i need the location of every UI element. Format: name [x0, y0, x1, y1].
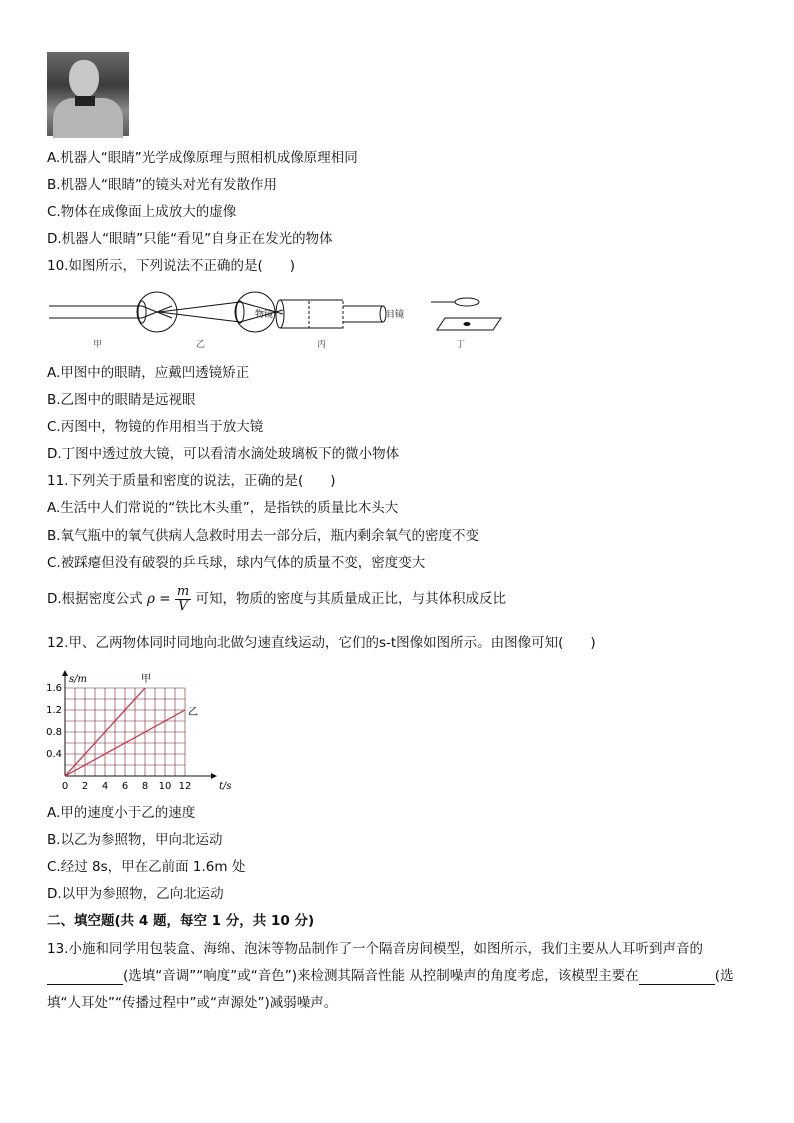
q13-line1: 13.小施和同学用包装盒、海绵、泡沫等物品制作了一个隔音房间模型，如图所示，我们主要从人耳听到声音的 [47, 941, 703, 957]
fig-ding-magnifier [431, 298, 501, 330]
robot-photo [47, 52, 129, 136]
q11-option-d-suffix: 可知，物质的密度与其质量成正比，与其体积成反比 [195, 591, 506, 607]
q12-option-c: C.经过 8s，甲在乙前面 1.6m 处 [47, 859, 246, 875]
q9-option-d: D.机器人“眼睛”只能“看见”自身正在发光的物体 [47, 231, 333, 247]
robot-face [69, 60, 99, 98]
q10-figures [47, 288, 507, 350]
answer-blank-1[interactable] [47, 971, 123, 985]
q13-line2a: (选填“音调”“响度”或“音色”)来检测其隔音性能 从控制噪声的角度考虑，该模型主要在 [123, 968, 639, 984]
y-axis-label: s/m [69, 674, 87, 685]
series-label-jia: 甲 [141, 674, 151, 685]
y-tick-label: 1.2 [46, 705, 62, 716]
y-tick-label: 0.4 [46, 749, 62, 760]
q12-option-b: B.以乙为参照物，甲向北运动 [47, 832, 223, 848]
q13-line3: 填“人耳处”“传播过程中”或“声源处”)减弱噪声。 [47, 995, 338, 1011]
y-axis-arrow [62, 670, 68, 676]
x-axis-arrow [211, 773, 217, 779]
q13-line2b: (选 [714, 968, 734, 984]
fig-jia-eye [49, 292, 177, 332]
q11-option-a: A.生活中人们常说的“铁比木头重”，是指铁的质量比木头大 [47, 500, 399, 516]
q11-option-b: B.氧气瓶中的氧气供病人急救时用去一部分后，瓶内剩余氧气的密度不变 [47, 528, 480, 544]
x-tick-label: 10 [158, 781, 172, 792]
x-tick-label: 0 [61, 781, 69, 792]
q11-stem: 11.下列关于质量和密度的说法，正确的是( ) [47, 473, 336, 489]
q10-option-d: D.丁图中透过放大镜，可以看清水滴处玻璃板下的微小物体 [47, 446, 400, 462]
fig-label-ding: 丁 [456, 340, 466, 350]
q11-option-c: C.被踩瘪但没有破裂的乒乓球，球内气体的质量不变，密度变大 [47, 555, 426, 571]
x-tick-label: 2 [81, 781, 89, 792]
label-objective: 物镜 [255, 310, 274, 320]
label-eyepiece: 目镜 [386, 310, 405, 320]
q9-option-a: A.机器人“眼睛”光学成像原理与照相机成像原理相同 [47, 150, 358, 166]
fig-bing-tube [276, 300, 386, 328]
fig-label-bing: 丙 [317, 340, 327, 350]
q12-stem: 12.甲、乙两物体同时同地向北做匀速直线运动，它们的s-t图像如图所示。由图像可知( ) [47, 635, 596, 651]
y-tick-label: 1.6 [46, 683, 62, 694]
series-label-yi: 乙 [188, 707, 198, 718]
formula-denominator: V [178, 598, 188, 614]
q12-option-d: D.以甲为参照物，乙向北运动 [47, 886, 224, 902]
x-axis-label: t/s [219, 781, 232, 792]
x-tick-label: 6 [121, 781, 129, 792]
x-tick-label: 8 [141, 781, 149, 792]
density-formula [175, 585, 191, 614]
x-tick-label: 12 [178, 781, 192, 792]
y-tick-label: 0.8 [46, 727, 62, 738]
q10-option-a: A.甲图中的眼睛，应戴凹透镜矫正 [47, 365, 250, 381]
robot-collar [75, 96, 95, 106]
fig-label-yi: 乙 [196, 340, 206, 350]
x-tick-label: 4 [101, 781, 109, 792]
formula-numerator: m [176, 583, 190, 599]
q10-option-c: C.丙图中，物镜的作用相当于放大镜 [47, 419, 264, 435]
answer-blank-2[interactable] [639, 971, 715, 985]
st-chart [45, 668, 232, 798]
density-symbol: ρ = [146, 591, 171, 607]
q11-option-d-prefix: D.根据密度公式 [47, 591, 143, 607]
section-title: 二、填空题(共 4 题，每空 1 分，共 10 分) [47, 913, 315, 929]
fig-label-jia: 甲 [93, 340, 103, 350]
q10-stem: 10.如图所示，下列说法不正确的是( ) [47, 258, 296, 274]
q13-line2 [47, 967, 734, 985]
q10-option-b: B.乙图中的眼睛是远视眼 [47, 392, 196, 408]
q12-option-a: A.甲的速度小于乙的速度 [47, 805, 196, 821]
q9-option-c: C.物体在成像面上成放大的虚像 [47, 204, 237, 220]
q11-option-d [47, 584, 506, 614]
q9-option-b: B.机器人“眼睛”的镜头对光有发散作用 [47, 177, 278, 193]
